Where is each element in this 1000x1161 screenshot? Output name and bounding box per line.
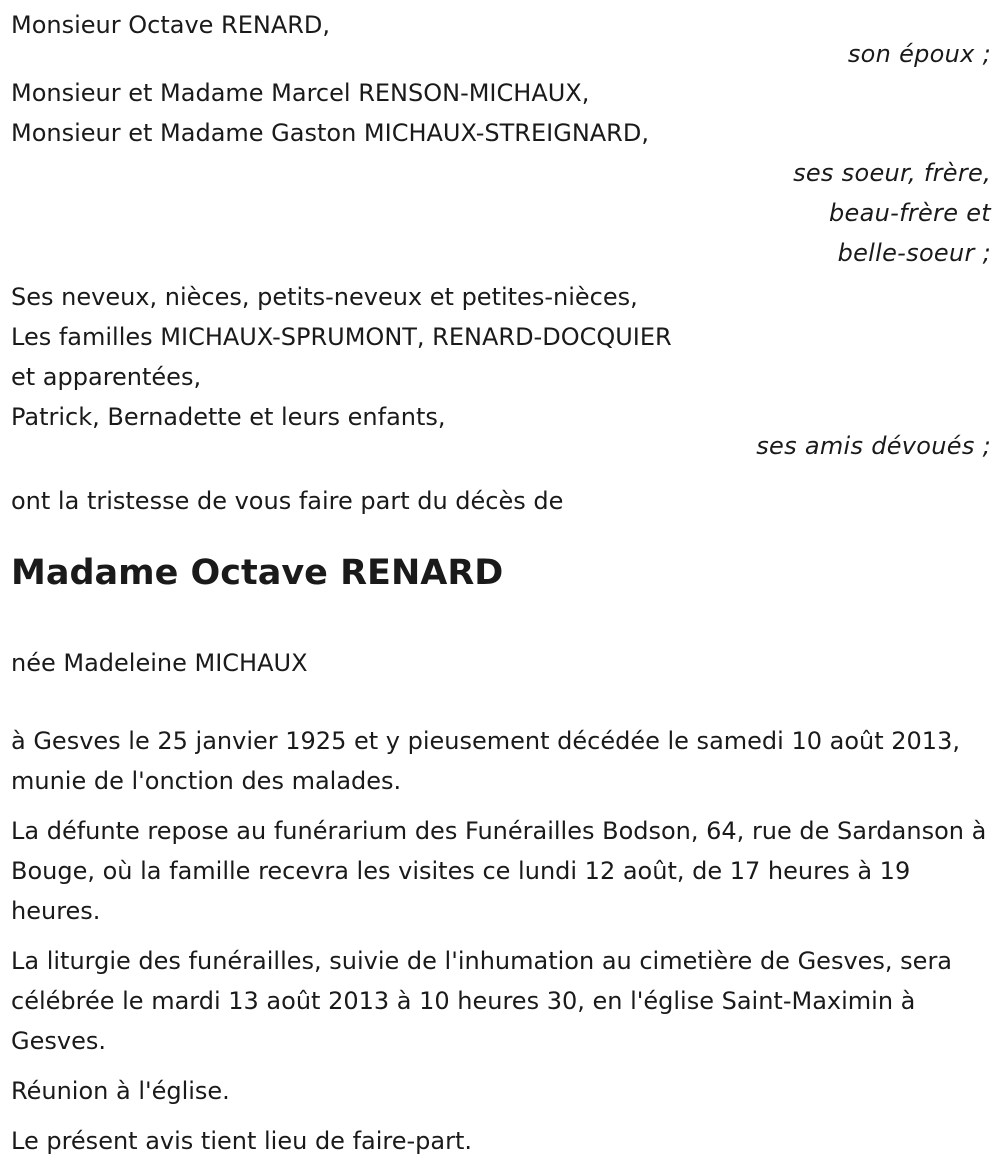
husband-relation: son époux ; [847, 40, 991, 68]
relatives-relation: ses amis dévoués ; [756, 432, 991, 460]
relatives-name: Les familles MICHAUX-SPRUMONT, RENARD-DOCQUIER [11, 323, 672, 351]
siblings-block [11, 73, 991, 273]
obituary-notice [11, 5, 991, 1161]
husband-block [11, 5, 991, 69]
relatives-name: Patrick, Bernadette et leurs enfants, [11, 403, 446, 431]
notice-paragraph: Le présent avis tient lieu de faire-part. [11, 1127, 473, 1155]
birth-death-paragraph: à Gesves le 25 janvier 1925 et y pieusement décédée le samedi 10 août 2013, munie de l'onction des malades. [11, 727, 960, 795]
relatives-block [11, 277, 991, 461]
viewing-paragraph: La défunte repose au funérarium des Funérailles Bodson, 64, rue de Sardanson à Bouge, où la famille recevra les visites ce lundi 12 août, de 17 heures à 19 heures. [11, 817, 987, 925]
relatives-name: Ses neveux, nièces, petits-neveux et petites-nièces, [11, 283, 638, 311]
siblings-relation: beau-frère et [829, 199, 991, 227]
siblings-relation: ses soeur, frère, [793, 159, 991, 187]
sibling-name: Monsieur et Madame Gaston MICHAUX-STREIGNARD, [11, 119, 649, 147]
relatives-name: et apparentées, [11, 363, 202, 391]
sibling-name: Monsieur et Madame Marcel RENSON-MICHAUX, [11, 79, 590, 107]
deceased-name: Madame Octave RENARD [11, 553, 504, 593]
intro-text: ont la tristesse de vous faire part du décès de [11, 487, 564, 515]
maiden-name: née Madeleine MICHAUX [11, 649, 308, 677]
siblings-relation: belle-soeur ; [837, 239, 991, 267]
husband-name: Monsieur Octave RENARD, [11, 11, 331, 39]
meeting-paragraph: Réunion à l'église. [11, 1077, 230, 1105]
funeral-paragraph: La liturgie des funérailles, suivie de l'inhumation au cimetière de Gesves, sera célébrée le mardi 13 août 2013 à 10 heures 30, en l'église Saint-Maximin à Gesves. [11, 947, 953, 1055]
